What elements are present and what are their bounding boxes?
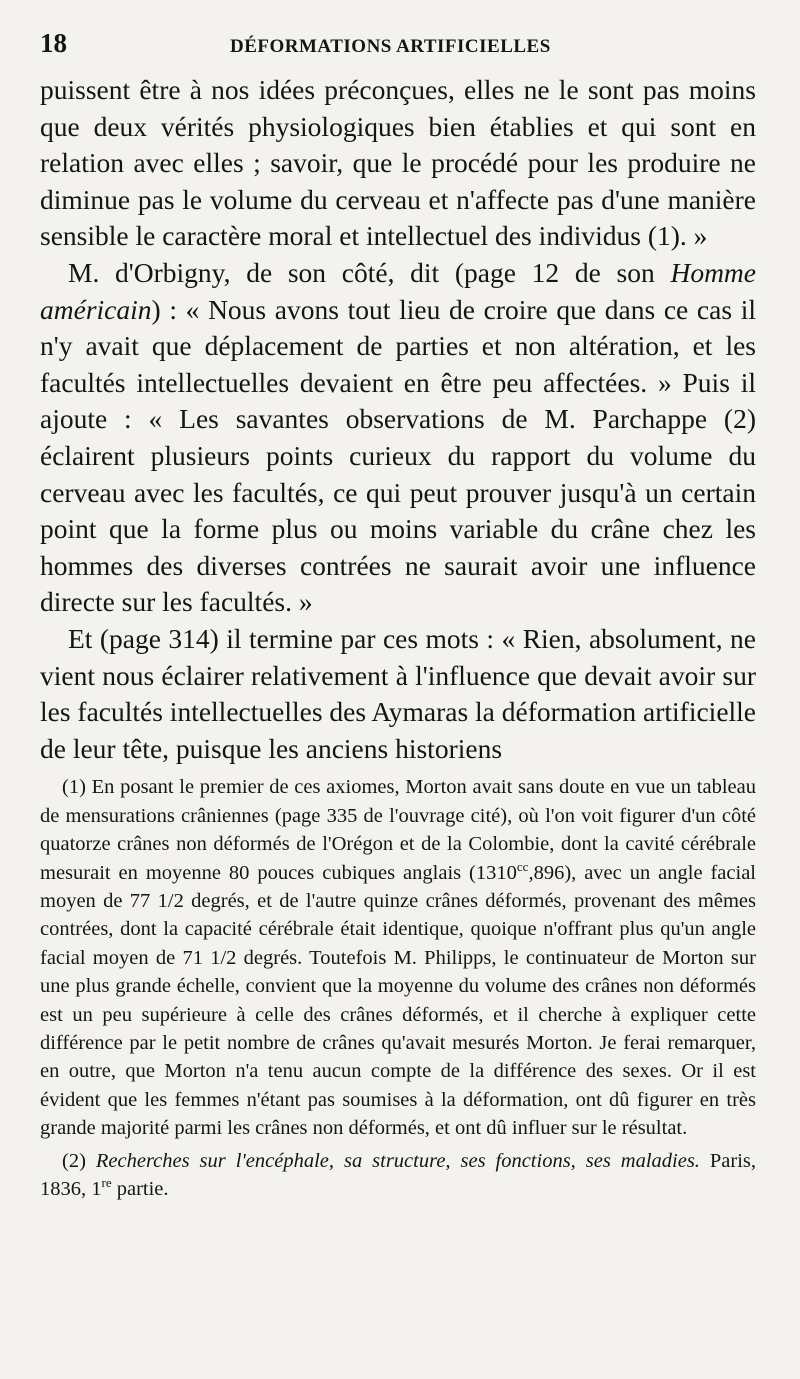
footnote-2-title: Recherches sur l'encéphale, sa structure, ses fonctions, ses maladies. <box>95 1149 700 1172</box>
footnotes <box>40 773 756 1203</box>
footnote-1-start: (1) En posant le premier de ces axiomes, Morton avait sans doute en vue un tableau de mensurations crâniennes (page 335 de l'ouvrage cité), où l'on voit figurer d'un côté quatorze crânes non déformés de l'Orégon et de la Colombie, dont la cavité cérébrale mesurait en moyenne 80 pouces cubiques anglais (1310 <box>40 776 756 884</box>
paragraph-2-rest: ) : « Nous avons tout lieu de croire que dans ce cas il n'y avait que déplacement de parties et non altération, et les facultés intellectuelles devaient en être peu affectées. » Puis il ajoute : « Les savantes observations de M. Parchappe (2) éclairent plusieurs points curieux du rapport du volume du cerveau avec les facultés, ce qui peut prouver jusqu'à un certain point que la forme plus ou moins variable du crâne chez les hommes des diverses contrées ne saurait avoir une influence directe sur les facultés. » <box>40 293 756 618</box>
book-page <box>40 28 756 1203</box>
paragraph-2-start: M. d'Orbigny, de son côté, dit (page 12 de son <box>68 256 671 288</box>
footnote-2-place: Paris, 1836, 1 <box>40 1149 757 1200</box>
book-title-homme-americain: Homme américain <box>40 256 756 325</box>
page-header <box>40 28 756 72</box>
running-head: DÉFORMATIONS ARTIFICIELLES <box>230 36 551 57</box>
paragraph-2 <box>40 255 756 621</box>
footnote-2 <box>40 1147 756 1204</box>
main-text <box>40 72 756 767</box>
footnote-1-superscript: cc <box>516 858 529 874</box>
footnote-1-rest: ,896), avec un angle facial moyen de 77 1/2 degrés, et de l'autre quinze crânes déformés, provenant des mêmes contrées, dont la capacité cérébrale était identique, quoique n'offrant plus qu'un angle facial moyen de 71 1/2 degrés. Toutefois M. Philipps, le continuateur de Morton sur une plus grande échelle, convient que la moyenne du volume des crânes non déformés est un peu supérieure à celle des crânes déformés, et il cherche à expliquer cette différence par le petit nombre de crânes qu'avait mesurés Morton. Je ferai remarquer, en outre, que Morton n'a tenu aucun compte de la différence des sexes. Or il est évident que les femmes n'étant pas soumises à la déformation, ont dû figurer en très grande majorité parmi les crânes non déformés, et ont dû influer sur le résultat. <box>40 861 756 1140</box>
footnote-2-end: partie. <box>111 1177 169 1200</box>
footnote-1 <box>40 773 756 1142</box>
footnote-2-number: (2) <box>62 1149 96 1172</box>
footnote-2-superscript: re <box>101 1175 112 1191</box>
paragraph-1: puissent être à nos idées préconçues, elles ne le sont pas moins que deux vérités physiologiques bien établies et qui sont en relation avec elles ; savoir, que le procédé pour les produire ne diminue pas le volume du cerveau et n'affecte pas d'une manière sensible le caractère moral et intellectuel des individus (1). » <box>40 74 756 252</box>
paragraph-3: Et (page 314) il termine par ces mots : « Rien, absolument, ne vient nous éclairer relativement à l'influence que devait avoir sur les facultés intellectuelles des Aymaras la déformation artificielle de leur tête, puisque les anciens historiens <box>40 622 757 764</box>
page-number: 18 <box>40 28 67 58</box>
